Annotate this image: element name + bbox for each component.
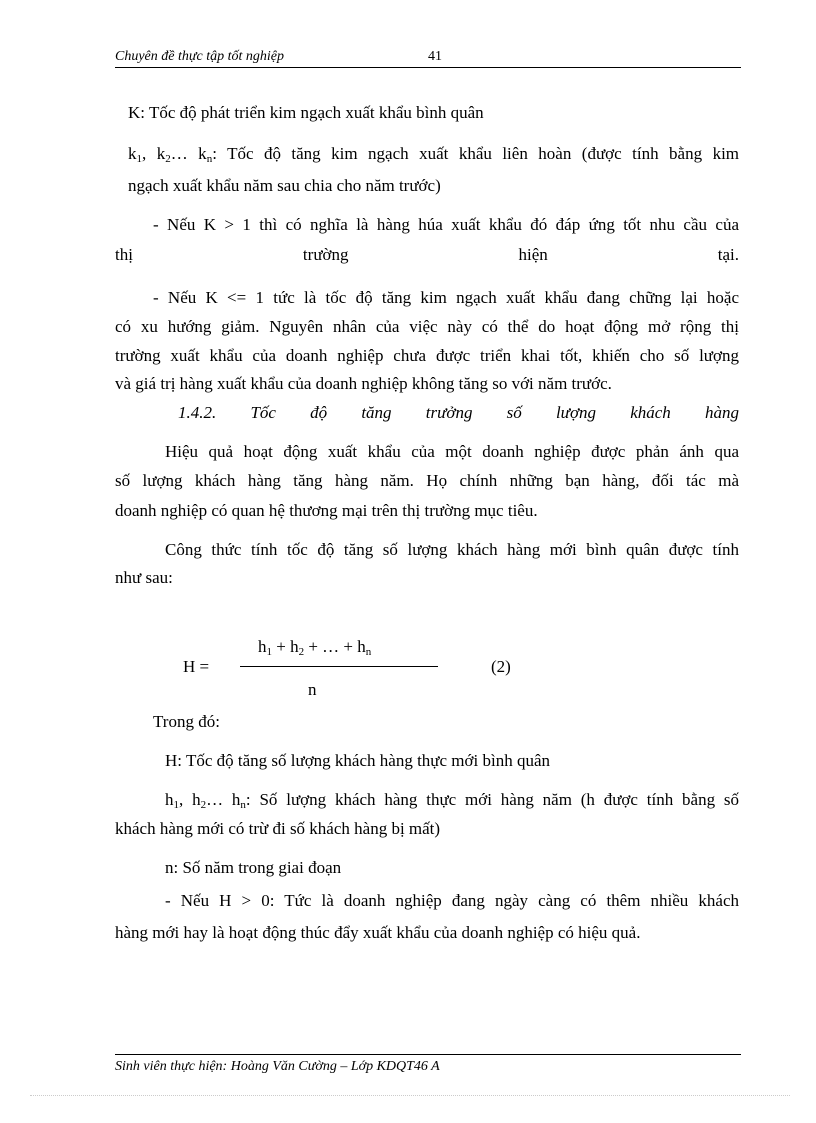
para-h-positive-line1: - Nếu H > 0: Tức là doanh nghiệp đang ngày càng có thêm nhiều khách	[165, 891, 739, 910]
para-formula-intro-line1: Công thức tính tốc độ tăng số lượng khách hàng mới bình quân được tính	[165, 540, 739, 559]
para-k-greater-line2: thị trường hiện tại.	[115, 245, 739, 264]
para-k-greater-line1: - Nếu K > 1 thì có nghĩa là hàng húa xuất khẩu đó đáp ứng tốt nhu cầu của	[153, 215, 739, 234]
def-hi-line2: khách hàng mới có trừ đi số khách hàng bị mất)	[115, 819, 441, 838]
page-number: 41	[428, 49, 442, 64]
formula-numerator: $h_1 + h_2$ + … + $h_n$	[258, 637, 372, 658]
para-efficiency-line3: doanh nghiệp có quan hệ thương mại trên thị trường mục tiêu.	[115, 501, 538, 520]
def-h: H: Tốc độ tăng số lượng khách hàng thực mới bình quân	[165, 751, 551, 770]
para-k-less-line4: và giá trị hàng xuất khẩu của doanh nghiệp không tăng so với năm trước.	[115, 374, 612, 393]
section-heading: 1.4.2. Tốc độ tăng trưởng số lượng khách hàng	[178, 403, 739, 422]
para-k-terms-line2: ngạch xuất khẩu năm sau chia cho năm trước)	[128, 176, 441, 195]
page-footer: Sinh viên thực hiện: Hoàng Văn Cường – Lớp KDQT46 A	[115, 1054, 741, 1075]
para-h-positive-line2: hàng mới hay là hoạt động thúc đẩy xuất khẩu của doanh nghiệp có hiệu quả.	[115, 923, 641, 942]
def-hi-line1: $h_1$, $h_2\dots$ $h_n$: Số lượng khách hàng thực mới hàng năm (h được tính bằng số	[165, 790, 740, 811]
para-k-definition: K: Tốc độ phát triển kim ngạch xuất khẩu bình quân	[128, 103, 484, 122]
para-k-terms-line1: $k_1$, $k_2\dots$ $k_n$: Tốc độ tăng kim ngạch xuất khẩu liên hoàn (được tính bằng kim	[128, 144, 740, 165]
header-title: Chuyên đề thực tập tốt nghiệp	[115, 49, 284, 64]
para-formula-intro-line2: như sau:	[115, 568, 173, 587]
para-efficiency-line2: số lượng khách hàng tăng hàng năm. Họ chính những bạn hàng, đối tác mà	[115, 471, 739, 490]
def-n: n: Số năm trong giai đoạn	[165, 858, 342, 877]
para-k-less-line2: có xu hướng giảm. Nguyên nhân của việc này có thể do hoạt động mở rộng thị	[115, 317, 739, 336]
fraction-bar	[240, 666, 438, 667]
formula-label: (2)	[491, 657, 511, 676]
formula-lhs: H =	[183, 657, 210, 676]
page-header	[115, 49, 741, 68]
para-k-less-line3: trường xuất khẩu của doanh nghiệp chưa được triển khai tốt, khiến cho số lượng	[115, 346, 739, 365]
formula-denominator: n	[308, 680, 317, 699]
para-efficiency-line1: Hiệu quả hoạt động xuất khẩu của một doanh nghiệp được phản ánh qua	[165, 442, 739, 461]
where-label: Trong đó:	[153, 712, 220, 731]
para-k-less-line1: - Nếu K <= 1 tức là tốc độ tăng kim ngạch xuất khẩu đang chững lại hoặc	[153, 288, 739, 307]
page-edge-divider	[30, 1095, 790, 1096]
